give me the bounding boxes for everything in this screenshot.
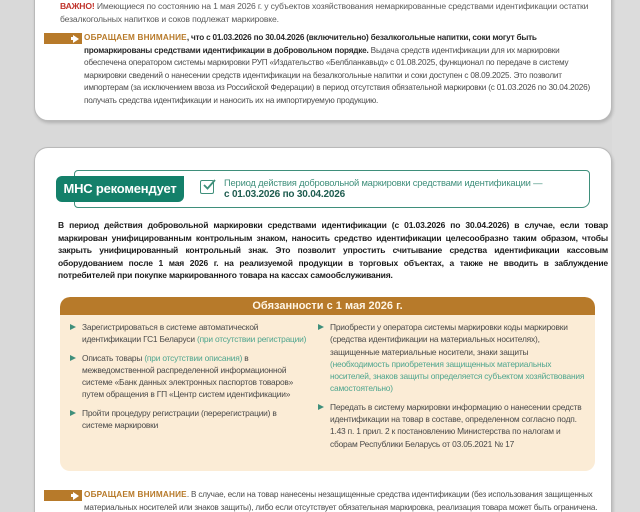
notice-title: ОБРАЩАЕМ ВНИМАНИЕ: [84, 33, 187, 42]
duties-column-right: [316, 321, 588, 456]
bullet-triangle-icon: [70, 355, 76, 361]
bullet-triangle-icon: [318, 404, 324, 410]
duties-title: Обязанности с 1 мая 2026 г.: [60, 297, 595, 315]
duty-text: Приобрести у оператора системы маркировки коды маркировки (средства идентификации на материальных носителях), защищенные материальные носители, знаки защиты: [330, 322, 568, 357]
recommendation-dates: с 01.03.2026 по 30.04.2026: [224, 189, 345, 200]
notice-voluntary-marking: [44, 32, 604, 108]
recommendation-text: [224, 177, 594, 201]
arrow-right-icon: [44, 33, 82, 44]
recommendation-paragraph: В период действия добровольной маркировки средствами идентификации (с 01.03.2026 по 30.04.2026) в случае, если товар маркирован унифицированным контрольным знаком, наносить средство идентификации целесообразно таким образом, чтобы закрыть унифицированный контрольный знак. Это позволит упростить считывание средства идентификации кассовым оборудованием после 1 мая 2026 г. на реализуемой продукции в торговых объектах, а также не вводить в заблуждение потребителей при покупке маркированного товара на кассах самообслуживания.: [58, 220, 608, 281]
recommendation-period-text: Период действия добровольной маркировки средствами идентификации —: [224, 177, 543, 188]
recommendation-badge: МНС рекомендует: [56, 176, 184, 202]
notice-title: ОБРАЩАЕМ ВНИМАНИЕ: [84, 490, 187, 499]
duty-text: Передать в систему маркировки информацию о нанесении средств идентификации на товар в составе, определенном согласно подп. 1.43 п. 1 прил. 2 к постановлению Министерства по налогам и сборам Республики Беларусь от 03.05.2021 № 17: [330, 401, 582, 449]
bullet-triangle-icon: [70, 324, 76, 330]
page-margin-right: [612, 0, 640, 512]
duty-note: (при отсутствии описания): [144, 352, 243, 363]
duty-note: (необходимость приобретения защищенных материальных носителей, знаков защиты определяется субъектом хозяйствования самостоятельно): [330, 358, 585, 394]
duty-text: Зарегистрироваться в системе автоматической идентификации ГС1 Беларуси: [82, 322, 259, 345]
notice-text: Выдача средств идентификации для их маркировки обеспечена оператором системы маркировки РУП «Издательство «Белбланкавыд» с 01.08.2025, функционал по передаче в систему маркировки сведений о нанесении средств идентификации на безалкогольные напитки и соки доступен с 08.09.2025. Это позволит импортерам (за исключением ввоза из Российской Федерации) в период отсутствия обязательной маркировки (с 01.03.2026 по 30.04.2026) получать средства идентификации и наносить их на импортируемую продукцию.: [84, 45, 590, 105]
duty-item: [316, 321, 588, 395]
duties-box: [60, 297, 595, 471]
notice-text: . В случае, если на товар нанесены незащищенные средства идентификации (без использования защищенных материальных носителей или знаков защиты), либо если отсутствует обязательная маркировка, реализация товара может быть ограничена.: [84, 490, 598, 512]
important-label: ВАЖНО!: [60, 1, 95, 11]
notice-bold-text: , что с 01.03.2026 по 30.04.2026 (включительно) безалкогольные напитки, соки могут быть промаркированы средствами идентификации в добровольном порядке.: [84, 33, 537, 55]
bullet-triangle-icon: [70, 410, 76, 416]
duty-item: [68, 407, 308, 432]
important-note: [60, 0, 600, 26]
duty-item: [316, 401, 588, 450]
duties-column-left: [68, 321, 308, 437]
duty-text: Описать товары: [82, 352, 145, 363]
duty-item: [68, 352, 308, 401]
duty-text-after: в межведомственной распределенной информационной системе «Банк данных электронных паспортов товаров» путем обращения в ГП «Центр систем идентификации»: [82, 352, 294, 400]
arrow-right-icon: [44, 490, 82, 501]
important-text: Имеющиеся по состоянию на 1 мая 2026 г. у субъектов хозяйствования немаркированные средствами идентификации остатки безалкогольных напитков и соков подлежат маркировке.: [60, 1, 589, 24]
duty-text: Пройти процедуру регистрации (перерегистрации) в системе маркировки: [82, 407, 277, 431]
notice-unprotected-id: [44, 489, 604, 512]
bullet-triangle-icon: [318, 324, 324, 330]
duty-note: (при отсутствии регистрации): [196, 334, 307, 345]
duty-item: [68, 321, 308, 346]
checkbox-checked-icon: [200, 180, 214, 194]
